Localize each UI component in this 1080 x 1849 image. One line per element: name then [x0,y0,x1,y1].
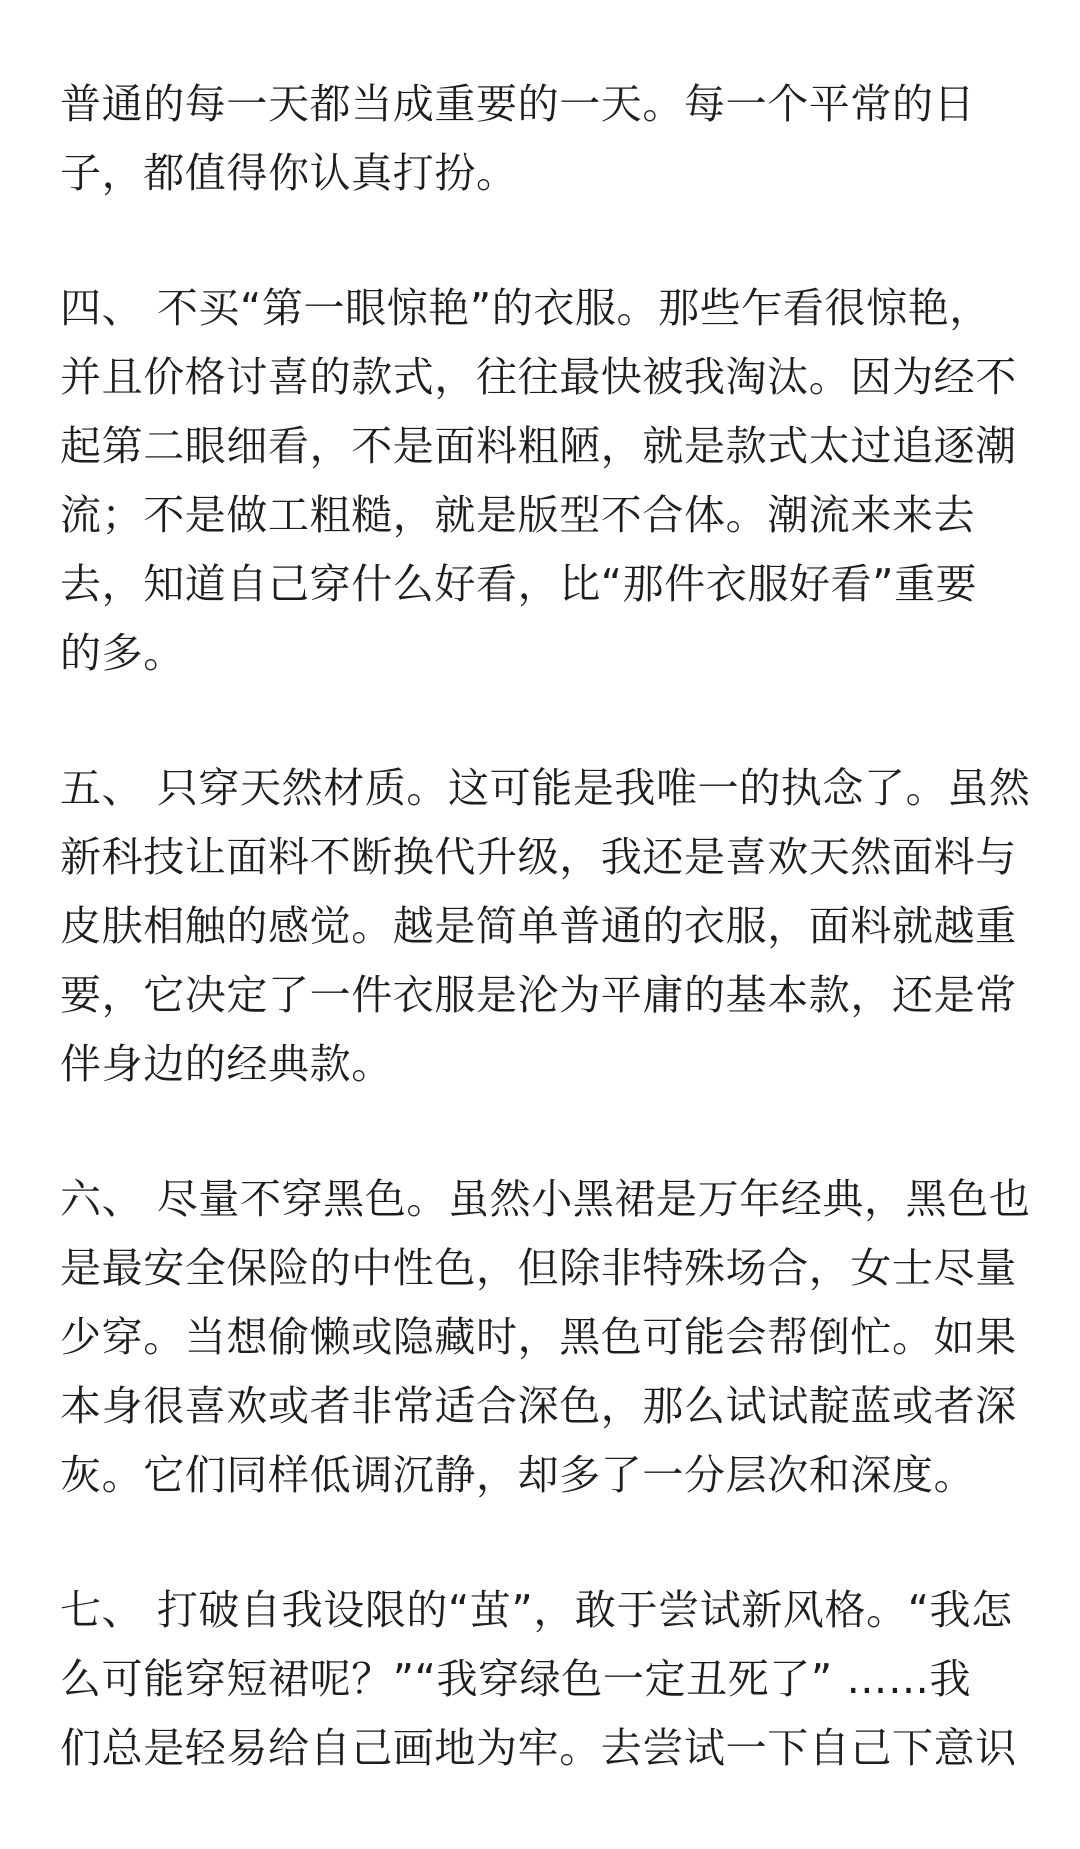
text-line: 子，都值得你认真打扮。 [60,149,518,197]
paragraph-4 [60,274,1040,688]
text-line: 伴身边的经典款。 [60,1040,393,1088]
text-line: 去，知道自己穿什么好看，比“那件衣服好看”重要 [60,560,978,608]
text-line: 灰。它们同样低调沉静，却多了一分层次和深度。 [60,1451,976,1499]
paragraph-7 [60,1576,1040,1783]
text-line: 七、 打破自我设限的“茧”，敢于尝试新风格。“我怎 [60,1586,1013,1634]
text-line: 少穿。当想偷懒或隐藏时，黑色可能会帮倒忙。如果 [60,1313,1017,1361]
text-line: 流；不是做工粗糙，就是版型不合体。潮流来来去 [60,491,976,539]
text-line: 是最安全保险的中性色，但除非特殊场合，女士尽量 [60,1244,1017,1292]
text-line: 的多。 [60,629,185,677]
article-body [60,70,1040,1849]
text-line: 皮肤相触的感觉。越是简单普通的衣服，面料就越重 [60,902,1017,950]
text-line: 五、 只穿天然材质。这可能是我唯一的执念了。虽然 [60,764,1031,812]
text-line: 要，它决定了一件衣服是沦为平庸的基本款，还是常 [60,971,1017,1019]
paragraph-5 [60,754,1040,1099]
text-line: 六、 尽量不穿黑色。虽然小黑裙是万年经典，黑色也 [60,1175,1031,1223]
text-line: 新科技让面料不断换代升级，我还是喜欢天然面料与 [60,833,1017,881]
text-line: 么可能穿短裙呢？”“我穿绿色一定丑死了” ……我 [60,1655,972,1703]
text-line: 起第二眼细看，不是面料粗陋，就是款式太过追逐潮 [60,422,1017,470]
text-line: 四、 不买“第一眼惊艳”的衣服。那些乍看很惊艳， [60,284,991,332]
paragraph-6 [60,1165,1040,1510]
text-line: 并且价格讨喜的款式，往往最快被我淘汰。因为经不 [60,353,1017,401]
text-line: 本身很喜欢或者非常适合深色，那么试试靛蓝或者深 [60,1382,1017,1430]
text-line: 们总是轻易给自己画地为牢。去尝试一下自己下意识 [60,1724,1017,1772]
text-line: 普通的每一天都当成重要的一天。每一个平常的日 [60,80,976,128]
paragraph-1 [60,70,1040,208]
